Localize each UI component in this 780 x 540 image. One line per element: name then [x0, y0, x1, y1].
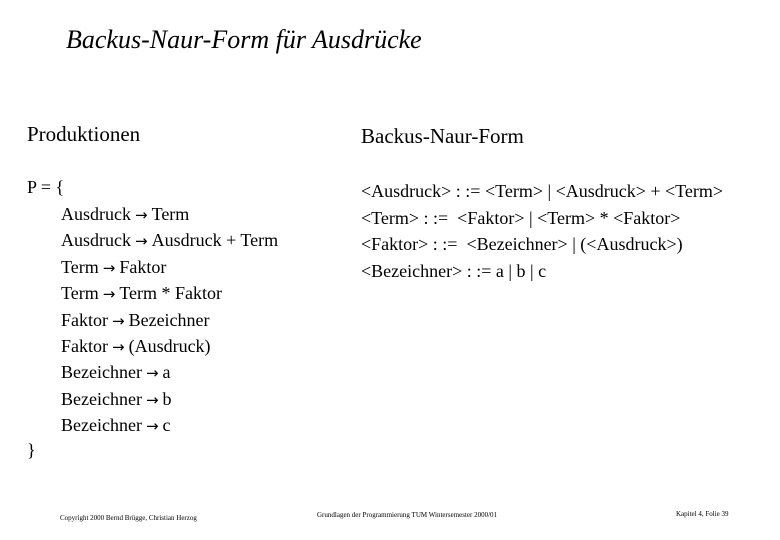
production-rhs: a [162, 362, 171, 383]
production-rule [61, 388, 278, 414]
production-rhs: (Ausdruck) [128, 335, 211, 356]
bnf-rule: <Bezeichner> : := a | b | c [361, 260, 547, 281]
production-rule [61, 256, 278, 282]
production-set-close: } [27, 440, 36, 460]
production-rhs: Term * Faktor [119, 283, 223, 304]
right-arrow-icon: → [135, 206, 148, 224]
production-lhs: Bezeichner [61, 388, 142, 409]
production-rhs: Term [151, 204, 190, 224]
right-arrow-icon: → [112, 311, 125, 330]
production-lhs: Ausdruck [61, 230, 131, 251]
bnf-rule: <Term> : := <Faktor> | <Term> * <Faktor> [361, 207, 681, 228]
right-arrow-icon: → [145, 417, 159, 436]
production-rule [61, 335, 278, 361]
production-rule [61, 361, 278, 387]
right-arrow-icon: → [102, 258, 116, 277]
production-rule [61, 282, 278, 308]
bnf-rule: <Ausdruck> : := <Term> | <Ausdruck> + <Term> [361, 181, 724, 201]
production-rhs: Faktor [119, 256, 167, 277]
production-rule [61, 309, 278, 335]
production-list [61, 203, 278, 441]
right-arrow-icon: → [145, 390, 159, 409]
production-rule [61, 203, 278, 229]
footer-copyright: Copyright 2000 Bernd Brügge, Christian Herzog [60, 514, 197, 522]
productions-heading: Produktionen [27, 122, 141, 146]
production-rule [61, 414, 278, 440]
production-lhs: Faktor [61, 309, 108, 330]
slide-title: Backus-Naur-Form für Ausdrücke [66, 25, 422, 54]
production-rule [61, 229, 278, 255]
right-arrow-icon: → [102, 285, 116, 304]
production-lhs: Term [61, 283, 99, 304]
production-lhs: Term [61, 256, 99, 277]
right-arrow-icon: → [112, 337, 125, 356]
right-arrow-icon: → [145, 364, 159, 383]
footer-course: Grundlagen der Programmierung TUM Wintersemester 2000/01 [317, 511, 498, 519]
production-lhs: Bezeichner [61, 415, 142, 436]
right-arrow-icon: → [135, 232, 148, 251]
bnf-rule-list [361, 180, 723, 286]
production-rhs: Bezeichner [128, 309, 210, 330]
production-rhs: c [162, 415, 171, 436]
production-set-open: P = { [27, 177, 65, 197]
production-rhs: b [162, 388, 172, 409]
production-lhs: Bezeichner [61, 362, 142, 383]
bnf-heading: Backus-Naur-Form [361, 124, 524, 148]
production-lhs: Faktor [61, 335, 108, 356]
production-rhs: Ausdruck + Term [151, 230, 279, 251]
bnf-rule: <Faktor> : := <Bezeichner> | (<Ausdruck>) [361, 234, 683, 255]
footer-slide-number: Kapitel 4, Folie 39 [676, 510, 729, 518]
production-lhs: Ausdruck [61, 204, 131, 224]
